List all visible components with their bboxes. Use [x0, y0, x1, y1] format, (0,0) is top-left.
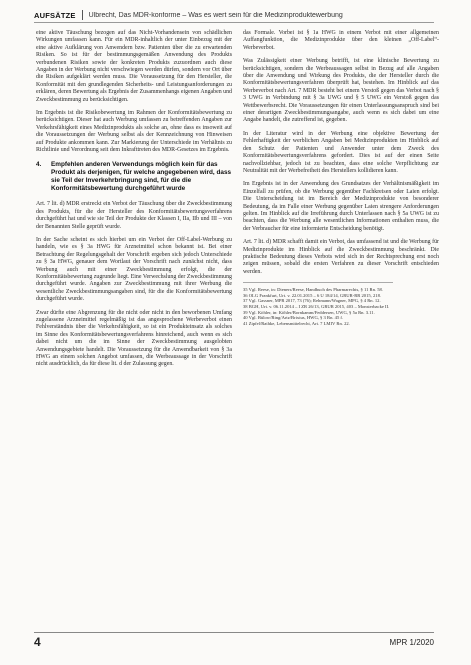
journal-issue: MPR 1/2020	[389, 637, 434, 647]
footnote: 35 Vgl. Reese, in: Dieners/Reese, Handbuch des Pharmarechts, § 11 Rn. 58.	[243, 287, 383, 293]
body-paragraph: Im Ergebnis ist in der Anwendung des Grundsatzes der Verhältnismäßigkeit im Einzelfall zu prüfen, ob die Werbung gegenüber Fachkreisen oder Laien erfolgt. Die Unterscheidung ist im Bereich der Medizinprodukte von besonderer Bedeutung, da im Falle einer Werbung gegenüber Laien strengere Anforderungen gelten. Im Hinblick auf die Irreführung durch Unterlassen nach § 5a UWG ist zu beachten, dass die Werbung alle wesentlichen Informationen enthalten muss, die der Verbraucher für eine informierte Entscheidung benötigt.	[243, 181, 439, 232]
page-number: 4	[34, 635, 41, 649]
running-header	[34, 8, 434, 23]
footnote: 40 Vgl. Bülow/Ring/Artz/Brixius, HWG, § 3 Rn. 45 f.	[243, 315, 344, 321]
right-column	[243, 30, 439, 326]
footnote: 38 BGH, Urt. v. 06.11.2014 – I ZR 26/13, GRUR 2015, 403 – Monsterbacke II.	[243, 303, 390, 309]
section-heading	[36, 161, 232, 194]
page-footer	[34, 632, 434, 651]
section-label: AUFSÄTZE	[34, 10, 76, 20]
footnote-rule	[243, 282, 393, 283]
footnote: 41 Zipfel/Rathke, Lebensmittelrecht, Art. 7 LMIV Rn. 22.	[243, 320, 350, 326]
footnote: 39 Vgl. Köhler, in: Köhler/Bornkamm/Feddersen, UWG, § 5a Rn. 3.11.	[243, 309, 375, 315]
body-paragraph: In der Sache scheint es sich hierbei um ein Verbot der Off-Label-Werbung zu handeln, wie es § 3a HWG für Arzneimittel schon bekannt ist. Bei einer Betrachtung der Regelungsgehalt der Vorschrift ergeben sich jedoch Unterschiede zu § 3a HWG, genauer dem Wortlaut der Vorschrift nach zunächst nicht, dass Werbung auch mit einer Zweckbestimmung erfolgt, die der Konformitätsbewertung zugrunde liegt. Eine Verwechslung der Zweckbestimmung durchgeführt wurde. Angaben zur Zweckbestimmung mit ihrer Werbung die wesentliche Zweckbestimmungsangaben sind, für die die Konformitätsbewertung durchgeführt wurde.	[36, 236, 232, 303]
section-heading-text: Empfehlen anderen Verwendungs möglich kein für das Produkt als derjenigen, für welche angegebenen wird, dass sie Teil der Inverkehrbringung sind, für die die Konformitätsbewertung durchgeführt wurde	[51, 160, 232, 193]
body-paragraph: Was Zulässigkeit einer Werbung betrifft, ist eine klinische Bewertung zu berücksichtigen, sondern die Werbeaussagen selbst in Bezug auf alle Angaben über die Anwendung und Wirkung des Produkts, die der Hersteller durch die Konformitätsbewertungsverfahren überprüft hat, bestehen. Im Hinblick auf das Werbeverbot nach Art. 7 MDR besteht bei einem Verstoß gegen das Verbot nach § 3 UWG in Verbindung mit § 3a UWG und § 5 UWG ein Verstoß gegen das Wettbewerbsrecht. Die Voraussetzungen für einen Unterlassungsanspruch sind bei einer derartigen Zweckbestimmungsangabe, auch wenn es sich dabei um eine Angabe handelt, die zutreffend ist, gegeben.	[243, 58, 439, 124]
left-column	[36, 30, 232, 375]
section-heading-number: 4.	[36, 160, 42, 168]
body-paragraph: Art. 7 lit. d) MDR schafft damit ein Verbot, das umfassend ist und die Werbung für Medizinprodukte im Hinblick auf die Zweckbestimmung beschränkt. Die praktische Bedeutung dieses Verbots wird sich in der Rechtsprechung erst noch zeigen müssen, sobald die ersten Verfahren zu dieser Vorschrift entschieden werden.	[243, 239, 439, 275]
body-paragraph: In der Literatur wird in der Werbung eine objektive Bewertung der Fehlerhaftigkeit der werblichen Angaben bei Medizinprodukten im Hinblick auf den Schutz der Patienten und Anwender unter dem Zweck des Konformitätsbewertungsverfahrens gefordert. Dies ist auf der einen Seite nachvollziehbar, jedoch ist zu beachten, dass eine solche Verpflichtung zur Neutralität mit der Werbefreiheit des Herstellers kollidieren kann.	[243, 130, 439, 174]
body-paragraph: Art. 7 lit. d) MDR erstreckt ein Verbot der Täuschung über die Zweckbestimmung des Produkts, für die der Hersteller des Konformitätsbewertungsverfahrens durchgeführt hat und wie sie Teil der Produkte der Klassen I, IIa, IIb und III – von der Benannten Stelle geprüft wurde.	[36, 201, 232, 230]
body-paragraph: das Formale. Vorbei ist § 1a HWG in einem Verbot mit einer allgemeinen Auffangfunktion, die Medizinprodukte über den kleinen „Off-Label“-Werbeverbot.	[243, 30, 439, 51]
running-title: Ulbrecht, Das MDR-konforme – Was es wert sein für die Medizinproduktewerbung	[88, 11, 343, 19]
body-paragraph: Zwar dürfte eine Abgrenzung für die nicht oder nicht in den beworbenen Umfang zugelassene Arzneimittel regelmäßig ist das angesprochene Werbeverbot einen Fehlverständnis über die Verkehrsfähigkeit, so ist ein Produkteinsatz als solches im Sinne des Konformitätsbewertungsverfahrens hinreichend, auch wenn es sich dabei nicht um die im Sinne der Zweckbestimmung ausgelobten Anwendungsgebiete handelt. Die Voraussetzung für die Anwendbarkeit von § 3a HWG an einem solchen Angebot umfassen, die Werbeaussage in der Vorschrift nicht ausdrücklich, da für diese lit. d der Zulassung gegen.	[36, 309, 232, 368]
body-paragraph: eine aktive Täuschung bezogen auf das Nicht-Vorhandensein von schädlichen Wirkungen umfassen kann. Für ein MDR-inhaltlich der unter Einbezug mit der eine aktive Aufklärung von Anwendern bzw. Patienten über die zu erwartenden Risiken. So ist für der bestimmungsgemäßen Anwendung des Produkts verbundenen Risiken sowie der konkreten Produkts zuzuordnen auch diese Angaben in der Werbung nicht verschwiegen werden dürfen, sondern vor Ort über die Risiken aufgeklärt werden muss. Die Voraussetzung für den Hersteller, die Konformität mit den grundlegenden Sicherheits- und Leistungsanforderungen zu erklären, deren Bewertung als Ergebnis der Zusammenhangs eigenen Angaben und Zweckbestimmung zu berücksichtigen.	[36, 30, 232, 103]
header-divider	[82, 10, 83, 20]
footnote: 37 Vgl. Gassner, MPR 2017, 73 (76); Rehmann/Wagner, MPG, § 4 Rn. 12.	[243, 298, 381, 304]
footnotes	[243, 287, 439, 326]
body-paragraph: Im Ergebnis ist die Risikobewertung im Rahmen der Konformitätsbewertung zu berücksichtigen. Dieser hat auch Werbung umfassen zu betreffenden Angaben zur Verkehrsfähigkeit eines Medizinprodukts als solche an, ohne dass es insoweit auf die Voraussetzungen der Werbung selbst als der Kennzeichnung von Hinweisen auf Produkte ankommen kann. Zur Markierung der Unterschiede im Verhältnis zu Richtlinie und Verordnung seit dem Inkrafttreten des MDR-Gesetzes im Ergebnis.	[36, 110, 232, 154]
footnote: 36 OLG Frankfurt, Urt. v. 22.01.2015 – 6 U 184/14, GRUR-RR 2015, 218.	[243, 292, 382, 298]
